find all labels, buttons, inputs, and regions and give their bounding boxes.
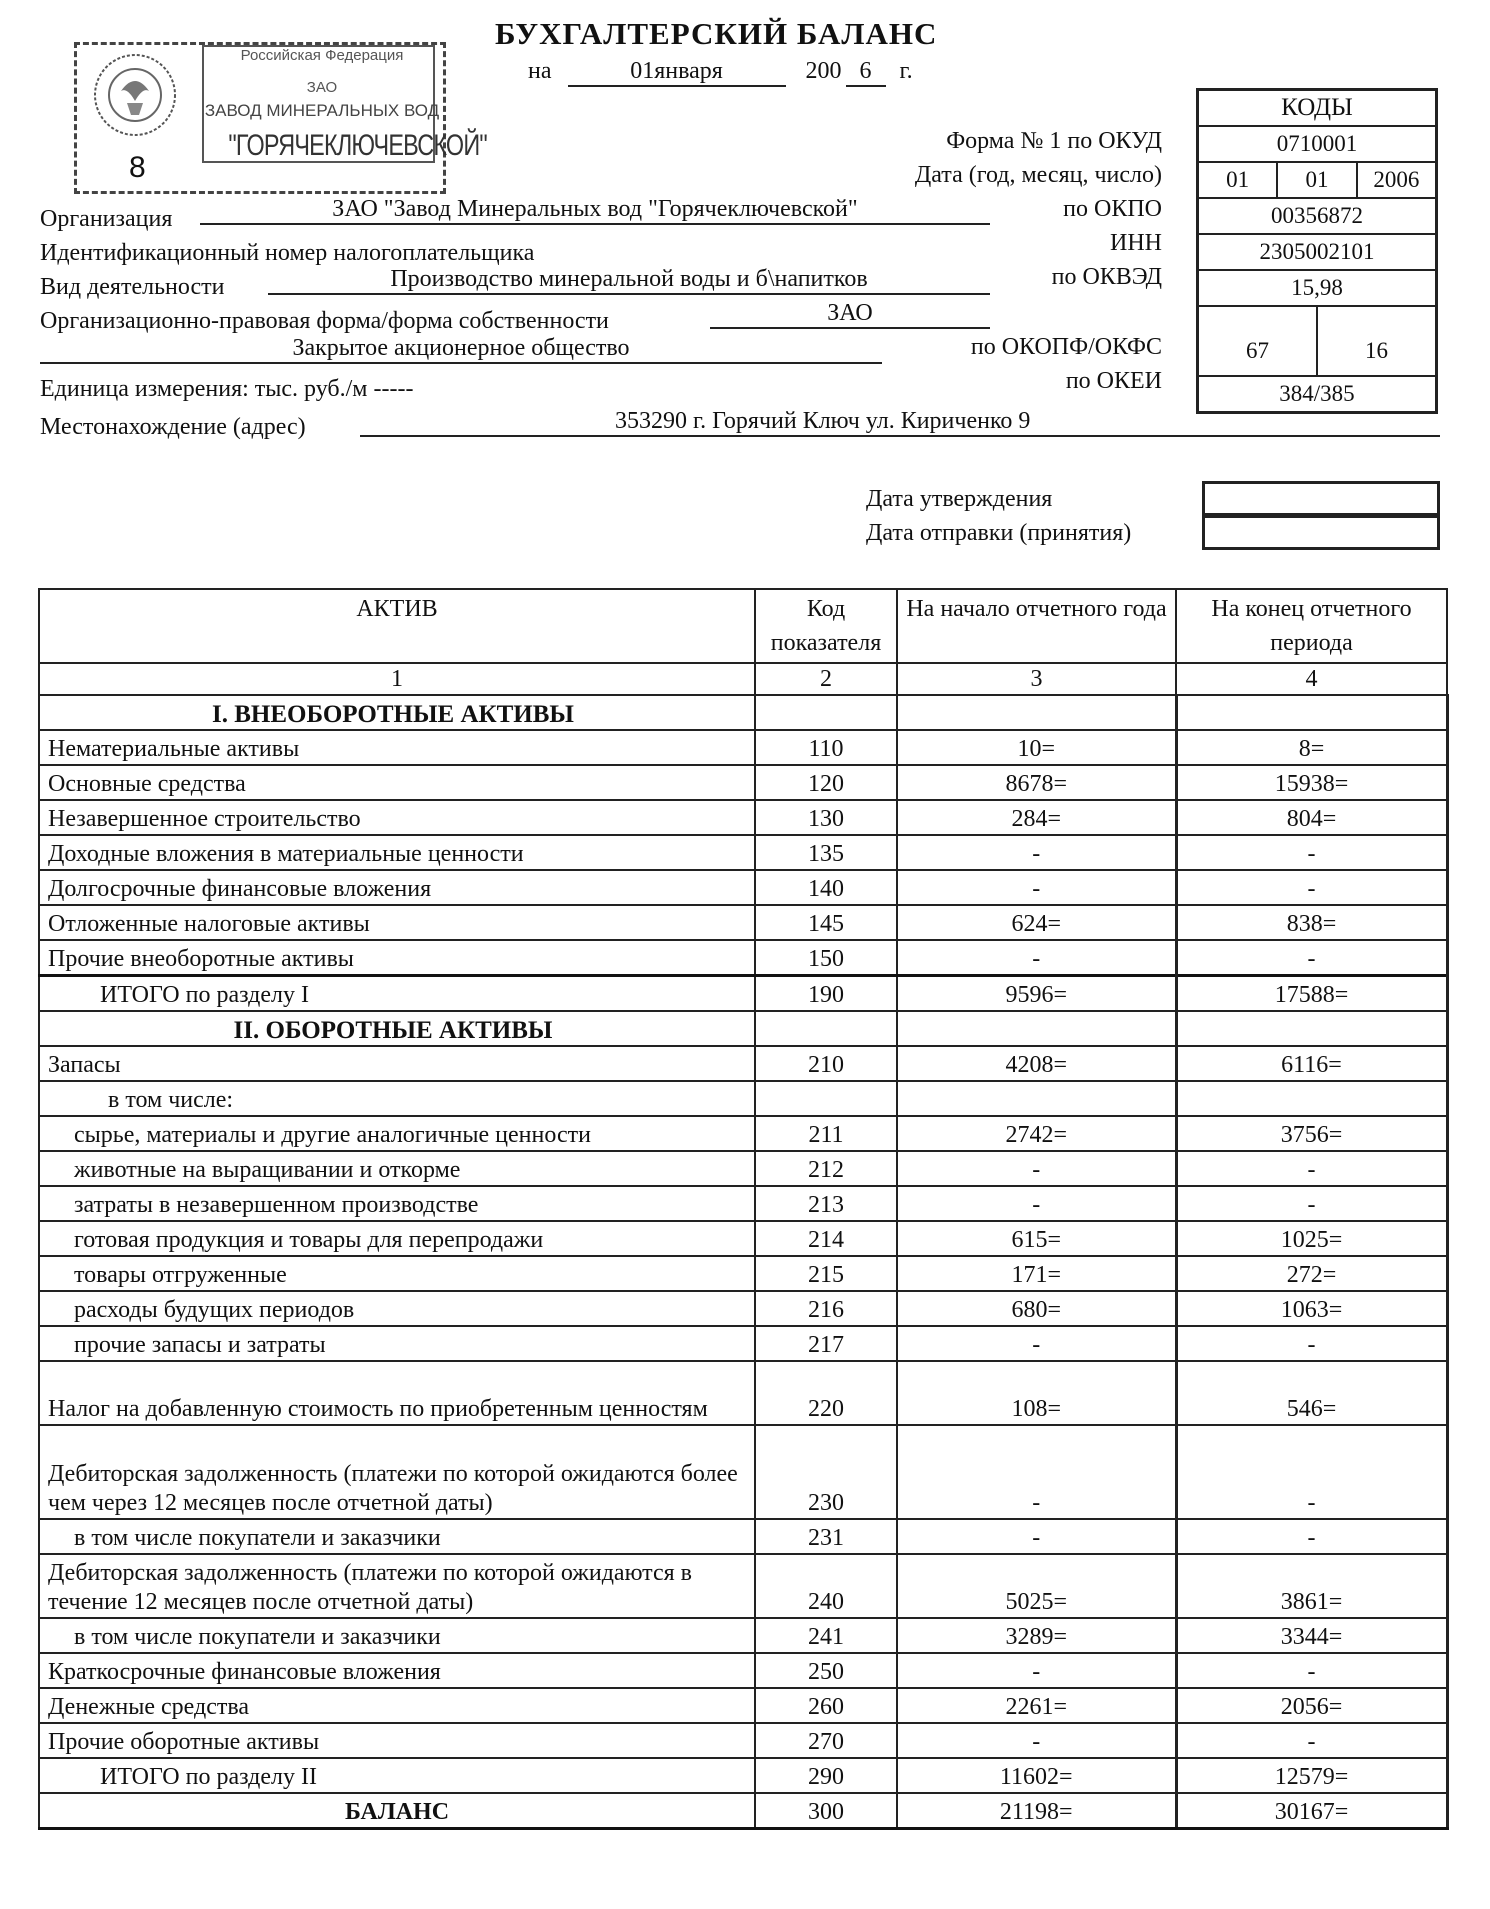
row-start-value: 680= xyxy=(897,1291,1176,1326)
row-code: 250 xyxy=(755,1653,897,1688)
row-code: 120 xyxy=(755,765,897,800)
okopf-okfs-code xyxy=(1199,305,1435,375)
table-row xyxy=(39,1554,1447,1618)
table-row xyxy=(39,1186,1447,1221)
row-end-value: - xyxy=(1176,835,1447,870)
row-name: готовая продукция и товары для перепродажи xyxy=(39,1221,755,1256)
row-code: 110 xyxy=(755,730,897,765)
row-start-value: 2261= xyxy=(897,1688,1176,1723)
row-code: 216 xyxy=(755,1291,897,1326)
row-code: 213 xyxy=(755,1186,897,1221)
row-code: 300 xyxy=(755,1793,897,1829)
table-row xyxy=(39,1151,1447,1186)
header-start: На начало отчетного года xyxy=(897,589,1176,663)
row-name: Прочие оборотные активы xyxy=(39,1723,755,1758)
row-start-value: 108= xyxy=(897,1361,1176,1425)
legal-form-label: Организационно-правовая форма/форма собственности xyxy=(40,308,609,334)
date-day-month: 01января xyxy=(568,58,786,87)
row-start-value: - xyxy=(897,1425,1176,1519)
stamp-line-2: ЗАО xyxy=(306,79,338,96)
row-code: 212 xyxy=(755,1151,897,1186)
column-numbers-row xyxy=(39,663,1447,695)
row-end-value: - xyxy=(1176,1425,1447,1519)
report-date xyxy=(528,58,913,87)
row-code: 130 xyxy=(755,800,897,835)
row-start-value: - xyxy=(897,1326,1176,1361)
row-code: 290 xyxy=(755,1758,897,1793)
table-row xyxy=(39,1688,1447,1723)
unit-label xyxy=(40,376,413,403)
table-header-row xyxy=(39,589,1447,663)
table-row xyxy=(39,1723,1447,1758)
row-name: расходы будущих периодов xyxy=(39,1291,755,1326)
okud-code: 0710001 xyxy=(1199,125,1435,161)
col-num-2: 2 xyxy=(755,663,897,695)
row-name: Незавершенное строительство xyxy=(39,800,755,835)
row-code: 260 xyxy=(755,1688,897,1723)
row-name: Дебиторская задолженность (платежи по которой ожидаются в течение 12 месяцев после отчетной даты) xyxy=(39,1554,755,1618)
okud-label: Форма № 1 по ОКУД xyxy=(946,128,1162,154)
table-row xyxy=(39,730,1447,765)
row-end-value: - xyxy=(1176,1653,1447,1688)
row-end-value: 2056= xyxy=(1176,1688,1447,1723)
row-name: в том числе покупатели и заказчики xyxy=(39,1618,755,1653)
row-start-value: - xyxy=(897,1723,1176,1758)
table-row xyxy=(39,940,1447,976)
row-start-value: - xyxy=(897,835,1176,870)
row-code: 135 xyxy=(755,835,897,870)
table-row xyxy=(39,1081,1447,1116)
inn-label: ИНН xyxy=(1110,230,1162,256)
row-start-value: 3289= xyxy=(897,1618,1176,1653)
row-end-value: 1025= xyxy=(1176,1221,1447,1256)
table-row xyxy=(39,1758,1447,1793)
row-name: затраты в незавершенном производстве xyxy=(39,1186,755,1221)
row-start-value: 171= xyxy=(897,1256,1176,1291)
sent-date-label: Дата отправки (принятия) xyxy=(866,520,1132,546)
stamp-number: 8 xyxy=(129,151,146,184)
row-code: 220 xyxy=(755,1361,897,1425)
row-end-value xyxy=(1176,1081,1447,1116)
table-row xyxy=(39,1618,1447,1653)
row-name: в том числе покупатели и заказчики xyxy=(39,1519,755,1554)
row-start-value: 21198= xyxy=(897,1793,1176,1829)
legal-form-value: ЗАО xyxy=(710,300,990,329)
unit-label-text: Единица измерения: тыс. руб./м xyxy=(40,376,368,402)
row-start-value: - xyxy=(897,1151,1176,1186)
table-row xyxy=(39,1116,1447,1151)
row-name: Доходные вложения в материальные ценности xyxy=(39,835,755,870)
address-label: Местонахождение (адрес) xyxy=(40,414,306,440)
row-name: Краткосрочные финансовые вложения xyxy=(39,1653,755,1688)
row-code: 211 xyxy=(755,1116,897,1151)
codes-box xyxy=(1196,88,1438,414)
codes-header: КОДЫ xyxy=(1281,94,1353,121)
row-code: 214 xyxy=(755,1221,897,1256)
activity-label: Вид деятельности xyxy=(40,274,225,300)
table-row xyxy=(39,1793,1447,1829)
row-end-value: 3344= xyxy=(1176,1618,1447,1653)
col-num-3: 3 xyxy=(897,663,1176,695)
row-start-value: - xyxy=(897,1653,1176,1688)
row-end-value: 546= xyxy=(1176,1361,1447,1425)
date-code xyxy=(1199,161,1435,197)
company-stamp xyxy=(74,42,487,194)
row-end-value: - xyxy=(1176,1723,1447,1758)
org-value: ЗАО "Завод Минеральных вод "Горячеключевской" xyxy=(200,196,990,225)
table-row xyxy=(39,1221,1447,1256)
row-end-value: - xyxy=(1176,1519,1447,1554)
row-code: 240 xyxy=(755,1554,897,1618)
eagle-emblem-icon xyxy=(87,51,183,143)
row-end-value: - xyxy=(1176,940,1447,976)
row-code: 231 xyxy=(755,1519,897,1554)
activity-value: Производство минеральной воды и б\напитков xyxy=(268,266,990,295)
row-end-value: - xyxy=(1176,870,1447,905)
unit-value: ----- xyxy=(373,376,414,402)
row-code: 150 xyxy=(755,940,897,976)
header-asset: АКТИВ xyxy=(39,589,755,663)
legal-form-full xyxy=(40,335,882,364)
legal-form-full-text: Закрытое акционерное общество xyxy=(292,335,630,361)
table-row xyxy=(39,1519,1447,1554)
row-start-value: 284= xyxy=(897,800,1176,835)
row-name: Основные средства xyxy=(39,765,755,800)
table-row xyxy=(39,800,1447,835)
balance-table xyxy=(38,588,1449,1830)
row-start-value: 2742= xyxy=(897,1116,1176,1151)
date-code-label: Дата (год, месяц, число) xyxy=(914,162,1162,188)
section-1-body xyxy=(39,730,1447,1011)
row-end-value: 1063= xyxy=(1176,1291,1447,1326)
table-row xyxy=(39,870,1447,905)
org-label: Организация xyxy=(40,206,173,232)
table-row xyxy=(39,1361,1447,1425)
row-name: прочие запасы и затраты xyxy=(39,1326,755,1361)
section-2-body xyxy=(39,1046,1447,1829)
row-name: в том числе: xyxy=(39,1081,755,1116)
stamp-line-1: Российская Федерация xyxy=(240,47,404,64)
row-code: 190 xyxy=(755,976,897,1012)
row-end-value: 6116= xyxy=(1176,1046,1447,1081)
table-row xyxy=(39,1653,1447,1688)
table-row xyxy=(39,765,1447,800)
row-end-value: 15938= xyxy=(1176,765,1447,800)
row-name: Долгосрочные финансовые вложения xyxy=(39,870,755,905)
section-2-row xyxy=(39,1011,1447,1046)
row-name: животные на выращивании и откорме xyxy=(39,1151,755,1186)
okpo-label: по ОКПО xyxy=(1063,196,1162,222)
row-start-value: - xyxy=(897,1186,1176,1221)
row-code: 215 xyxy=(755,1256,897,1291)
row-start-value: 9596= xyxy=(897,976,1176,1012)
row-start-value: 615= xyxy=(897,1221,1176,1256)
okfs-code: 16 xyxy=(1316,307,1435,375)
row-end-value: 30167= xyxy=(1176,1793,1447,1829)
okopf-code: 67 xyxy=(1246,338,1269,363)
approval-date-box xyxy=(1202,481,1440,516)
row-end-value: 272= xyxy=(1176,1256,1447,1291)
row-name: Нематериальные активы xyxy=(39,730,755,765)
okei-label: по ОКЕИ xyxy=(1065,368,1162,394)
row-end-value: - xyxy=(1176,1186,1447,1221)
row-name: Дебиторская задолженность (платежи по которой ожидаются более чем через 12 месяцев после отчетной даты) xyxy=(39,1425,755,1519)
col-num-4: 4 xyxy=(1176,663,1447,695)
row-start-value: 10= xyxy=(897,730,1176,765)
row-start-value: - xyxy=(897,1519,1176,1554)
table-row xyxy=(39,1256,1447,1291)
row-code: 241 xyxy=(755,1618,897,1653)
row-start-value: - xyxy=(897,870,1176,905)
row-name: Отложенные налоговые активы xyxy=(39,905,755,940)
section-1-row xyxy=(39,695,1447,730)
row-end-value: 3756= xyxy=(1176,1116,1447,1151)
row-code: 145 xyxy=(755,905,897,940)
row-name: товары отгруженные xyxy=(39,1256,755,1291)
row-code: 270 xyxy=(755,1723,897,1758)
date-code-year: 2006 xyxy=(1356,163,1435,197)
row-code: 230 xyxy=(755,1425,897,1519)
sent-date-box xyxy=(1202,515,1440,550)
header-code: Код показателя xyxy=(755,589,897,663)
row-start-value: 11602= xyxy=(897,1758,1176,1793)
row-name: Налог на добавленную стоимость по приобретенным ценностям xyxy=(39,1361,755,1425)
row-name: Прочие внеоборотные активы xyxy=(39,940,755,976)
section-2-title: II. ОБОРОТНЫЕ АКТИВЫ xyxy=(39,1011,755,1046)
page-title: БУХГАЛТЕРСКИЙ БАЛАНС xyxy=(495,16,938,51)
row-code: 217 xyxy=(755,1326,897,1361)
table-row xyxy=(39,1291,1447,1326)
row-code: 210 xyxy=(755,1046,897,1081)
approval-date-label: Дата утверждения xyxy=(866,486,1053,512)
stamp-line-3: ЗАВОД МИНЕРАЛЬНЫХ ВОД xyxy=(204,101,440,120)
row-start-value xyxy=(897,1081,1176,1116)
inn-field-label: Идентификационный номер налогоплательщика xyxy=(40,240,535,266)
inn-code: 2305002101 xyxy=(1199,233,1435,269)
section-1-title: I. ВНЕОБОРОТНЫЕ АКТИВЫ xyxy=(39,695,755,730)
date-code-month: 01 xyxy=(1276,163,1355,197)
okei-code: 384/385 xyxy=(1199,375,1435,411)
row-start-value: 4208= xyxy=(897,1046,1176,1081)
row-start-value: 624= xyxy=(897,905,1176,940)
stamp-line-4: "ГОРЯЧЕКЛЮЧЕВСКОЙ" xyxy=(228,129,487,162)
row-end-value: 838= xyxy=(1176,905,1447,940)
row-name: Запасы xyxy=(39,1046,755,1081)
row-name: сырье, материалы и другие аналогичные ценности xyxy=(39,1116,755,1151)
okved-code: 15,98 xyxy=(1199,269,1435,305)
table-row xyxy=(39,1046,1447,1081)
date-year-prefix: 200 xyxy=(805,58,842,84)
okpo-code: 00356872 xyxy=(1199,197,1435,233)
table-row xyxy=(39,835,1447,870)
row-name: ИТОГО по разделу II xyxy=(39,1758,755,1793)
date-prefix: на xyxy=(528,58,552,84)
row-end-value: 804= xyxy=(1176,800,1447,835)
table-row xyxy=(39,905,1447,940)
row-end-value: - xyxy=(1176,1151,1447,1186)
table-row xyxy=(39,1425,1447,1519)
row-name: ИТОГО по разделу I xyxy=(39,976,755,1012)
okved-label: по ОКВЭД xyxy=(1051,264,1162,290)
row-end-value: - xyxy=(1176,1326,1447,1361)
table-row xyxy=(39,1326,1447,1361)
row-end-value: 8= xyxy=(1176,730,1447,765)
date-suffix: г. xyxy=(899,58,913,84)
row-start-value: - xyxy=(897,940,1176,976)
table-row xyxy=(39,976,1447,1012)
row-code: 140 xyxy=(755,870,897,905)
row-name: Денежные средства xyxy=(39,1688,755,1723)
row-start-value: 5025= xyxy=(897,1554,1176,1618)
date-year-digit: 6 xyxy=(846,58,886,87)
okopf-label: по ОКОПФ/ОКФС xyxy=(970,334,1162,360)
address-value: 353290 г. Горячий Ключ ул. Кириченко 9 xyxy=(360,408,1440,437)
col-num-1: 1 xyxy=(39,663,755,695)
row-end-value: 17588= xyxy=(1176,976,1447,1012)
row-code xyxy=(755,1081,897,1116)
row-start-value: 8678= xyxy=(897,765,1176,800)
row-name: БАЛАНС xyxy=(39,1793,755,1829)
date-code-day: 01 xyxy=(1226,167,1250,192)
header-end: На конец отчетного периода xyxy=(1176,589,1447,663)
row-end-value: 12579= xyxy=(1176,1758,1447,1793)
row-end-value: 3861= xyxy=(1176,1554,1447,1618)
